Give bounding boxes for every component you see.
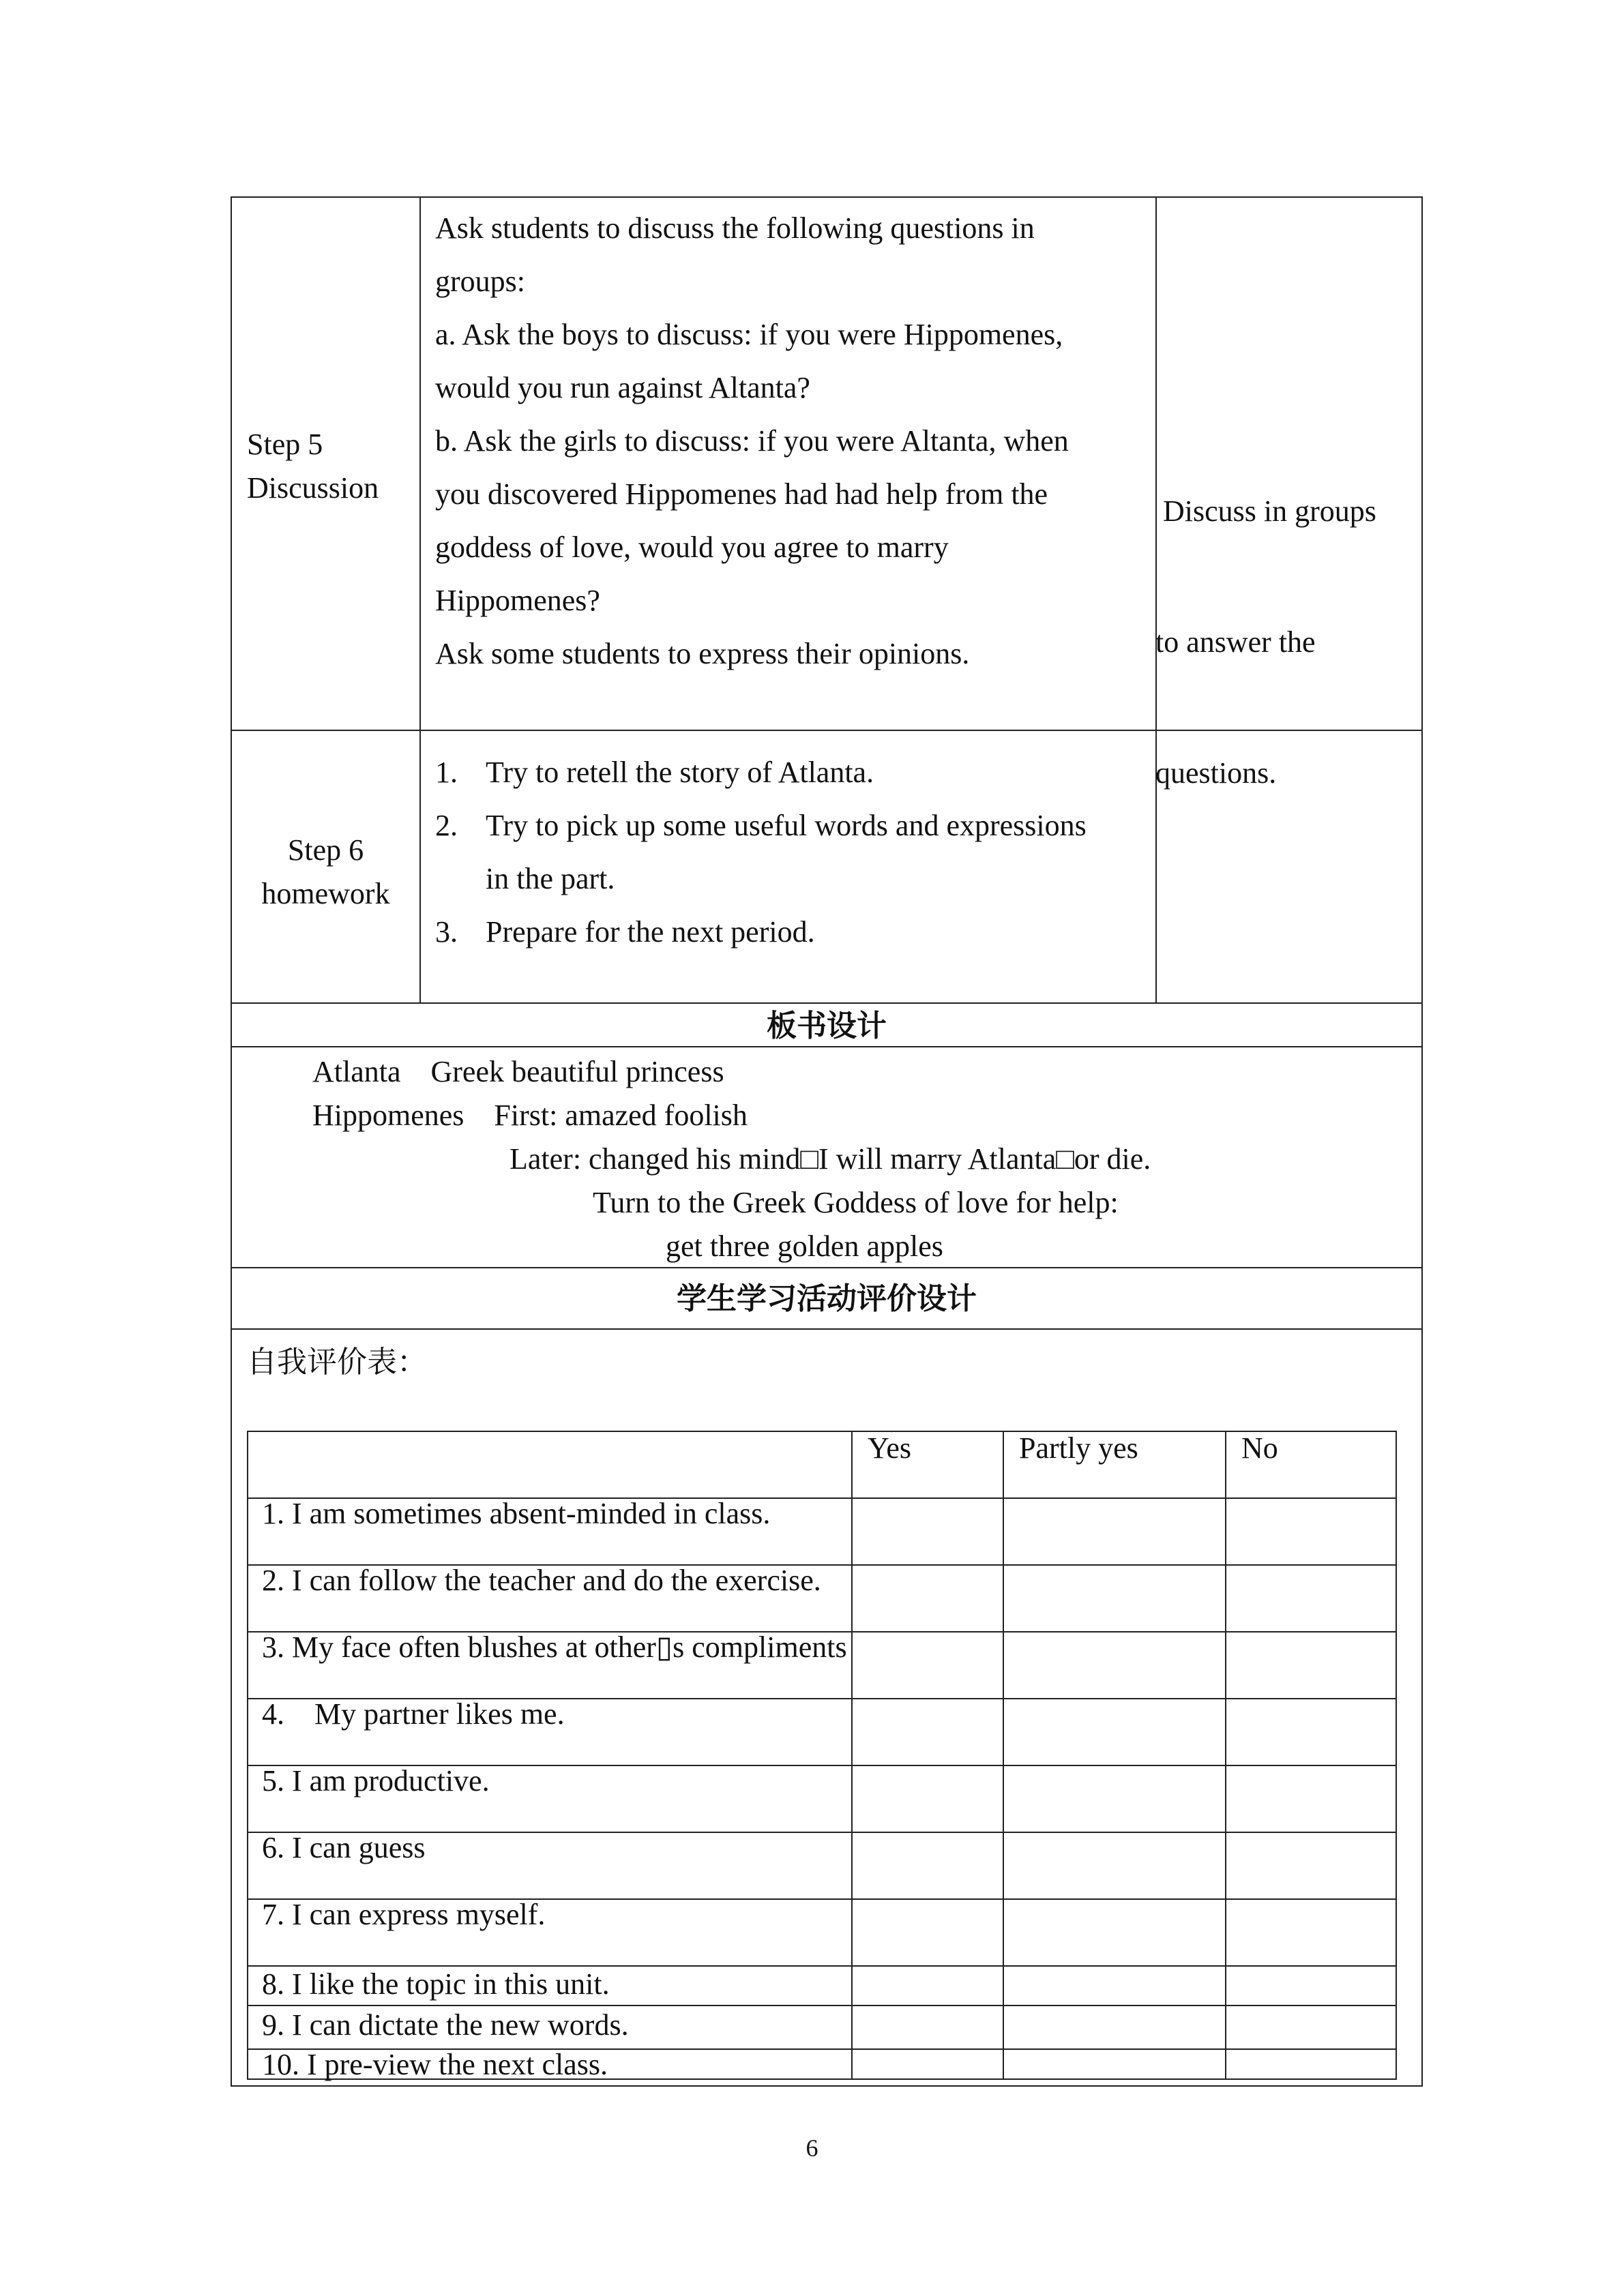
eval-column-divider [851,1432,853,2078]
board-line-4: Turn to the Greek Goddess of love for help: [593,1186,1119,1219]
self-evaluation-table [247,1431,1397,2080]
self-evaluation-label: 自我评价表： [247,1345,427,1380]
list-item: 3. Prepare for the next period. [435,915,815,949]
list-item: in the part. [486,862,615,895]
step5-teacher-line: goddess of love, would you agree to marry [435,531,949,564]
table-row: 9. I can dictate the new words. [262,2008,629,2042]
step5-teacher-line: you discovered Hippomenes had had help from the [435,477,1048,511]
table-row: 1. I am sometimes absent-minded in class. [262,1497,771,1530]
table-row: 4. My partner likes me. [262,1697,565,1731]
step5-teacher-line: Ask some students to express their opinions. [435,637,970,670]
page-number: 6 [806,2134,818,2162]
lesson-plan-table [231,196,1423,2087]
board-line-2: Hippomenes First: amazed foolish [312,1099,748,1132]
step5-student-line: Discuss in groups [1155,494,1376,528]
step6-label [232,829,419,916]
row-divider-step6 [232,1002,1421,1004]
step5-teacher-line: Ask students to discuss the following questions in [435,211,1035,245]
board-line-1: Atlanta Greek beautiful princess [312,1055,724,1088]
step5-title: Step 5 [247,428,323,461]
row-divider-eval-title [232,1328,1421,1330]
step5-student-line: questions. [1155,756,1277,790]
eval-column-divider [1003,1432,1004,2078]
step5-teacher-line: groups: [435,265,525,298]
header-no: No [1241,1431,1278,1465]
step5-label [247,423,379,510]
table-row: 3. My face often blushes at other▯s compliments [262,1630,847,1664]
table-row: 6. I can guess [262,1831,426,1864]
step5-student-activity [1155,402,1376,882]
list-item: 2. Try to pick up some useful words and expressions [435,809,1087,842]
step5-teacher-line: would you run against Altanta? [435,371,810,404]
board-design-title: 板书设计 [767,1009,887,1043]
step5-teacher-line: Hippomenes? [435,584,600,617]
eval-row-divider [248,1965,1396,1967]
header-partly-yes: Partly yes [1019,1431,1138,1465]
table-row: 8. I like the topic in this unit. [262,1967,610,2001]
evaluation-design-title: 学生学习活动评价设计 [677,1281,977,1316]
board-line-5: get three golden apples [666,1229,943,1263]
step5-subtitle: Discussion [247,471,379,505]
step5-student-line: to answer the [1155,625,1316,659]
step5-teacher-line: a. Ask the boys to discuss: if you were Hippomenes, [435,318,1063,351]
step5-teacher-line: b. Ask the girls to discuss: if you were Altanta, when [435,424,1069,458]
table-row: 5. I am productive. [262,1764,490,1798]
step6-title: Step 6 [287,833,364,867]
column-divider-1 [419,198,421,1002]
board-line-3: Later: changed his mind□I will marry Atlanta□or die. [510,1142,1151,1176]
table-row: 2. I can follow the teacher and do the exercise. [262,1564,821,1597]
table-row: 7. I can express myself. [262,1898,546,1931]
step6-subtitle: homework [261,877,390,910]
step5-teacher-activity [435,202,1069,681]
header-yes: Yes [868,1431,912,1465]
table-row: 10. I pre-view the next class. [262,2048,608,2081]
step6-homework-list [435,746,1087,959]
eval-column-divider [1225,1432,1226,2078]
eval-row-divider [248,2005,1396,2006]
list-item: 1. Try to retell the story of Atlanta. [435,756,874,789]
